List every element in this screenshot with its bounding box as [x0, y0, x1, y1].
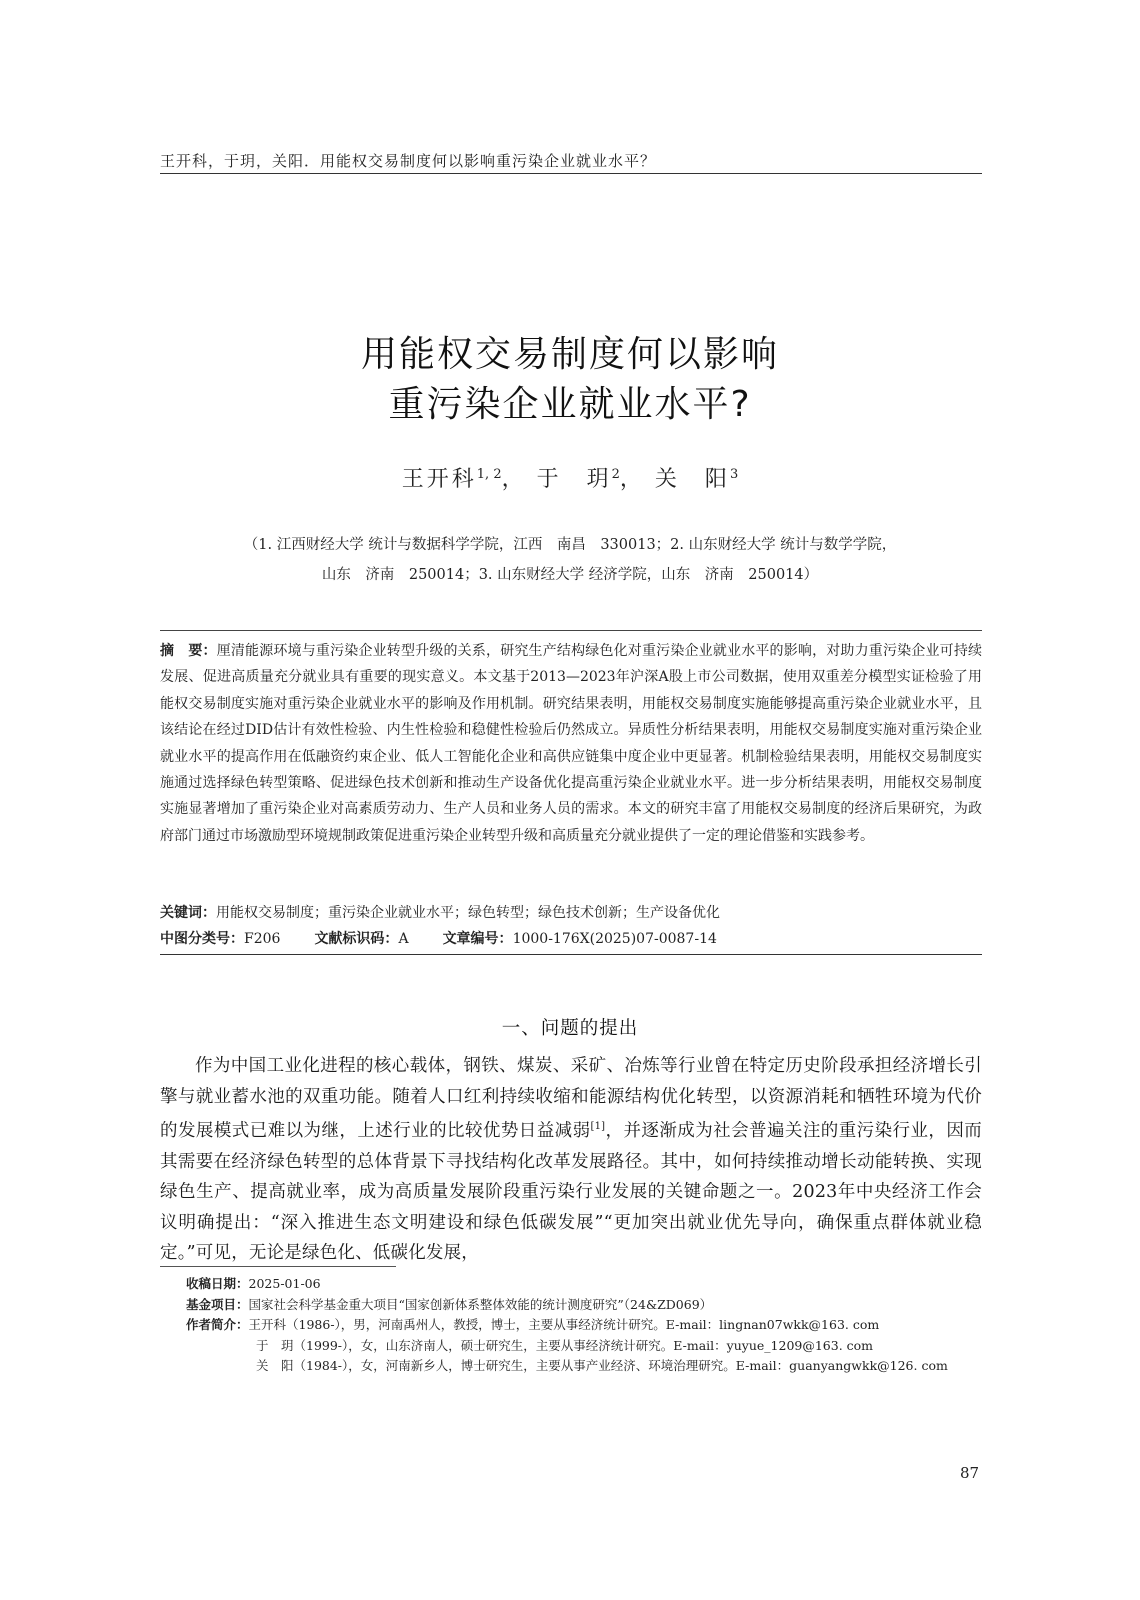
received-date-row	[186, 1274, 966, 1295]
abstract-text: 厘清能源环境与重污染企业转型升级的关系，研究生产结构绿色化对重污染企业就业水平的影响，对助力重污染企业可持续发展、促进高质量充分就业具有重要的现实意义。本文基于2013—2023年沪深A股上市公司数据，使用双重差分模型实证检验了用能权交易制度实施对重污染企业就业水平的影响及作用机制。研究结果表明，用能权交易制度实施能够提高重污染企业就业水平，且该结论在经过DID估计有效性检验、内生性检验和稳健性检验后仍然成立。异质性分析结果表明，用能权交易制度实施对重污染企业就业水平的提高作用在低融资约束企业、低人工智能化企业和高供应链集中度企业中更显著。机制检验结果表明，用能权交易制度实施通过选择绿色转型策略、促进绿色技术创新和推动生产设备优化提高重污染企业就业水平。进一步分析结果表明，用能权交易制度实施显著增加了重污染企业对高素质劳动力、生产人员和业务人员的需求。本文的研究丰富了用能权交易制度的经济后果研究，为政府部门通过市场激励型环境规制政策促进重污染企业转型升级和高质量充分就业提供了一定的理论借鉴和实践参考。	[160, 643, 982, 844]
section-heading: 一、问题的提出	[501, 1018, 639, 1039]
header-rule	[160, 173, 982, 174]
footnotes	[186, 1274, 966, 1377]
author-separator: ，	[501, 467, 527, 492]
author-list	[0, 462, 1140, 493]
bio-2: 于 玥（1999-），女，山东济南人，硕士研究生，主要从事经济统计研究。E-mail：yuyue_1209@163. com	[256, 1337, 874, 1353]
abstract	[160, 638, 982, 849]
running-header: 王开科，于玥，关阳．用能权交易制度何以影响重污染企业就业水平？	[160, 152, 657, 170]
fund-value: 国家社会科学基金重大项目“国家创新体系整体效能的统计测度研究”（24&ZD069）	[248, 1296, 713, 1312]
author-name: 关 阳	[654, 467, 730, 492]
footnote-rule	[160, 1266, 396, 1267]
title-line-1: 用能权交易制度何以影响	[360, 334, 779, 375]
author-separator: ，	[619, 467, 645, 492]
doc-code-value: A	[398, 931, 409, 947]
page-number: 87	[960, 1464, 980, 1482]
citation-ref: [1]	[590, 1121, 606, 1132]
paper-title	[0, 330, 1140, 430]
body-paragraph	[160, 1051, 982, 1269]
clc-value: F206	[244, 931, 281, 947]
article-number-value: 1000-176X(2025)07-0087-14	[512, 931, 717, 947]
bio-label: 作者简介：	[186, 1317, 249, 1332]
affiliations	[0, 530, 1140, 590]
article-number-label: 文章编号：	[442, 931, 513, 947]
affiliation-line-2: 山东 济南 250014；3. 山东财经大学 经济学院，山东 济南 250014）	[321, 567, 819, 583]
keywords	[160, 900, 982, 926]
abstract-bottom-rule	[160, 954, 982, 955]
title-line-2: 重污染企业就业水平?	[388, 384, 752, 425]
received-label: 收稿日期：	[186, 1276, 249, 1291]
author-bio-row	[186, 1356, 966, 1377]
received-value: 2025-01-06	[248, 1276, 321, 1291]
bio-3: 关 阳（1984-），女，河南新乡人，博士研究生，主要从事产业经济、环境治理研究。E-mail：guanyangwkk@126. com	[256, 1358, 948, 1373]
abstract-top-rule	[160, 630, 982, 631]
fund-label: 基金项目：	[186, 1296, 249, 1312]
abstract-label: 摘 要：	[160, 643, 217, 659]
body-text-part-1: 作为中国工业化进程的核心载体，钢铁、煤炭、采矿、冶炼等行业曾在特定历史阶段承担经济增长引擎与就业蓄水池的双重功能。随着人口红利持续收缩和能源结构优化转型，以资源消耗和牺牲环境为代价的发展模式已难以为继，上述行业的比较优势日益减弱	[160, 1056, 982, 1141]
clc-label: 中图分类号：	[160, 931, 244, 947]
author-name: 王开科	[401, 467, 477, 492]
author-bio-row	[186, 1315, 966, 1336]
keywords-text: 用能权交易制度；重污染企业就业水平；绿色转型；绿色技术创新；生产设备优化	[216, 905, 720, 921]
doc-code-label: 文献标识码：	[314, 931, 399, 947]
classification-row	[160, 926, 982, 952]
keywords-label: 关键词：	[160, 905, 216, 921]
fund-row	[186, 1295, 966, 1316]
bio-1: 王开科（1986-），男，河南禹州人，教授，博士，主要从事经济统计研究。E-mail：lingnan07wkk@163. com	[248, 1317, 880, 1332]
affiliation-line-1: （1. 江西财经大学 统计与数据科学学院，江西 南昌 330013；2. 山东财经大学 统计与数学学院，	[243, 537, 897, 553]
author-name: 于 玥	[536, 467, 612, 492]
body-text-part-2: ，并逐渐成为社会普遍关注的重污染行业，因而其需要在经济绿色转型的总体背景下寻找结构化改革发展路径。其中，如何持续推动增长动能转换、实现绿色生产、提高就业率，成为高质量发展阶段重污染行业发展的关键命题之一。2023年中央经济工作会议明确提出：“深入推进生态文明建设和绿色低碳发展”“更加突出就业优先导向，确保重点群体就业稳定。”可见，无论是绿色化、低碳化发展，	[160, 1121, 982, 1263]
author-affil-sup: 1, 2	[476, 467, 502, 482]
author-affil-sup: 2	[611, 467, 620, 482]
author-affil-sup: 3	[729, 467, 739, 482]
author-bio-row	[186, 1336, 966, 1357]
